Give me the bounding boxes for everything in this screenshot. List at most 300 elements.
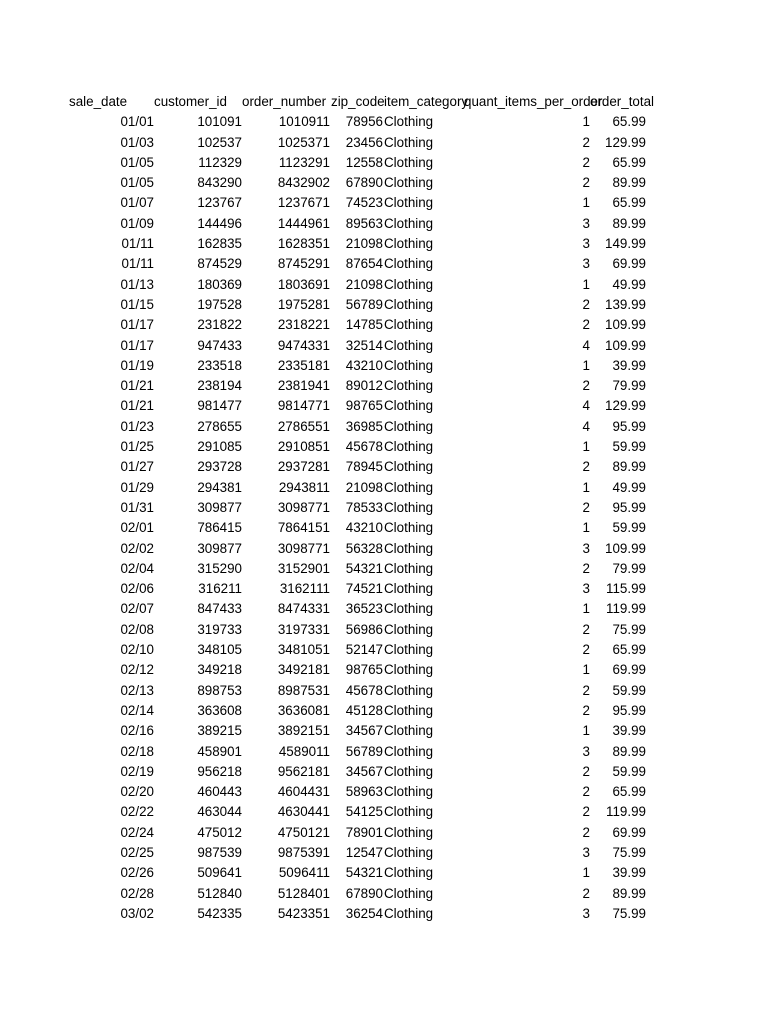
- cell-customer-id: 197528: [197, 296, 242, 312]
- cell-customer-id: 460443: [197, 784, 242, 800]
- cell-customer-id: 101091: [197, 114, 242, 130]
- table-row: [0, 762, 768, 782]
- cell-zip-code: 14785: [345, 317, 383, 333]
- table-row: [0, 275, 768, 295]
- cell-order-number: 3098771: [277, 499, 330, 515]
- cell-sale-date: 01/17: [120, 337, 154, 353]
- cell-order-total: 39.99: [612, 865, 646, 881]
- cell-order-total: 119.99: [606, 804, 646, 820]
- table-row: [0, 701, 768, 721]
- cell-customer-id: 319733: [197, 621, 242, 637]
- cell-sale-date: 01/01: [120, 114, 154, 130]
- cell-customer-id: 509641: [197, 865, 242, 881]
- cell-sale-date: 02/10: [120, 642, 154, 658]
- cell-customer-id: 947433: [197, 337, 242, 353]
- header-zip-code: zip_code: [331, 94, 385, 109]
- cell-zip-code: 78956: [345, 114, 383, 130]
- cell-customer-id: 843290: [197, 175, 242, 191]
- cell-order-number: 3197331: [277, 621, 330, 637]
- cell-order-number: 9875391: [277, 844, 330, 860]
- cell-item-category: Clothing: [384, 804, 434, 820]
- cell-sale-date: 01/05: [120, 154, 154, 170]
- cell-order-total: 79.99: [612, 378, 646, 394]
- cell-customer-id: 874529: [197, 256, 242, 272]
- cell-order-total: 139.99: [605, 296, 646, 312]
- cell-zip-code: 54321: [345, 560, 383, 576]
- cell-item-category: Clothing: [384, 601, 434, 617]
- cell-item-category: Clothing: [384, 317, 434, 333]
- cell-order-total: 129.99: [605, 398, 646, 414]
- cell-zip-code: 56789: [345, 296, 383, 312]
- cell-quantity: 2: [582, 296, 590, 312]
- cell-customer-id: 786415: [197, 520, 242, 536]
- cell-order-number: 4630441: [277, 804, 330, 820]
- cell-quantity: 2: [582, 154, 590, 170]
- cell-zip-code: 74523: [345, 195, 383, 211]
- cell-item-category: Clothing: [384, 621, 434, 637]
- cell-customer-id: 463044: [197, 804, 242, 820]
- cell-order-number: 2910851: [277, 439, 330, 455]
- cell-order-number: 8745291: [277, 256, 330, 272]
- cell-zip-code: 21098: [345, 236, 383, 252]
- cell-zip-code: 89563: [345, 215, 383, 231]
- cell-quantity: 2: [582, 317, 590, 333]
- cell-customer-id: 293728: [197, 459, 242, 475]
- cell-customer-id: 123767: [197, 195, 242, 211]
- cell-quantity: 1: [582, 195, 590, 211]
- cell-sale-date: 02/19: [120, 763, 154, 779]
- cell-sale-date: 02/22: [120, 804, 154, 820]
- cell-customer-id: 180369: [197, 276, 242, 292]
- cell-customer-id: 348105: [197, 642, 242, 658]
- cell-sale-date: 01/11: [121, 236, 154, 252]
- header-customer-id: customer_id: [154, 94, 227, 109]
- cell-zip-code: 52147: [345, 642, 383, 658]
- cell-zip-code: 78533: [345, 499, 383, 515]
- cell-order-number: 2786551: [277, 418, 330, 434]
- cell-customer-id: 847433: [197, 601, 242, 617]
- cell-order-total: 149.99: [605, 236, 646, 252]
- cell-order-number: 3492181: [277, 662, 330, 678]
- cell-item-category: Clothing: [384, 398, 434, 414]
- table-row: [0, 254, 768, 274]
- cell-customer-id: 389215: [197, 723, 242, 739]
- cell-quantity: 2: [582, 682, 590, 698]
- table-row: [0, 396, 768, 416]
- table-row: [0, 823, 768, 843]
- cell-item-category: Clothing: [384, 459, 434, 475]
- cell-order-total: 59.99: [612, 763, 646, 779]
- cell-order-number: 4750121: [277, 824, 330, 840]
- table-row: [0, 173, 768, 193]
- cell-quantity: 1: [582, 662, 590, 678]
- cell-item-category: Clothing: [384, 662, 434, 678]
- cell-sale-date: 01/31: [120, 499, 154, 515]
- cell-customer-id: 898753: [197, 682, 242, 698]
- cell-order-total: 115.99: [606, 581, 646, 597]
- table-row: [0, 498, 768, 518]
- cell-order-total: 75.99: [612, 905, 646, 921]
- cell-sale-date: 01/21: [120, 398, 154, 414]
- cell-sale-date: 02/14: [120, 702, 154, 718]
- cell-quantity: 4: [582, 418, 590, 434]
- cell-zip-code: 78945: [345, 459, 383, 475]
- cell-item-category: Clothing: [384, 905, 434, 921]
- cell-order-number: 1123291: [278, 154, 330, 170]
- cell-item-category: Clothing: [384, 357, 434, 373]
- cell-order-number: 3481051: [277, 642, 330, 658]
- cell-quantity: 2: [582, 804, 590, 820]
- cell-item-category: Clothing: [384, 256, 434, 272]
- cell-quantity: 1: [582, 357, 590, 373]
- cell-sale-date: 02/06: [120, 581, 154, 597]
- table-row: [0, 863, 768, 883]
- cell-sale-date: 01/05: [120, 175, 154, 191]
- table-row: [0, 518, 768, 538]
- cell-customer-id: 231822: [197, 317, 242, 333]
- cell-quantity: 1: [582, 276, 590, 292]
- cell-order-total: 59.99: [612, 682, 646, 698]
- cell-order-total: 75.99: [612, 621, 646, 637]
- cell-item-category: Clothing: [384, 499, 434, 515]
- cell-customer-id: 291085: [197, 439, 242, 455]
- cell-item-category: Clothing: [384, 824, 434, 840]
- cell-order-total: 49.99: [612, 276, 646, 292]
- cell-item-category: Clothing: [384, 418, 434, 434]
- cell-sale-date: 02/07: [120, 601, 154, 617]
- cell-quantity: 2: [582, 175, 590, 191]
- cell-order-number: 7864151: [277, 520, 330, 536]
- cell-order-number: 9814771: [277, 398, 330, 414]
- cell-order-total: 89.99: [612, 175, 646, 191]
- table-row: [0, 559, 768, 579]
- cell-order-number: 1237671: [277, 195, 330, 211]
- cell-order-total: 59.99: [612, 520, 646, 536]
- cell-order-number: 3892151: [277, 723, 330, 739]
- cell-quantity: 2: [582, 784, 590, 800]
- cell-order-total: 65.99: [612, 114, 646, 130]
- cell-sale-date: 01/19: [120, 357, 154, 373]
- cell-item-category: Clothing: [384, 865, 434, 881]
- cell-sale-date: 01/07: [120, 195, 154, 211]
- cell-sale-date: 01/11: [121, 256, 154, 272]
- cell-order-number: 5096411: [278, 865, 330, 881]
- cell-item-category: Clothing: [384, 702, 434, 718]
- table-row: [0, 843, 768, 863]
- cell-customer-id: 475012: [197, 824, 242, 840]
- cell-customer-id: 102537: [197, 134, 242, 150]
- cell-quantity: 3: [582, 540, 590, 556]
- cell-customer-id: 294381: [197, 479, 242, 495]
- cell-sale-date: 02/18: [120, 743, 154, 759]
- cell-order-total: 65.99: [612, 784, 646, 800]
- cell-item-category: Clothing: [384, 175, 434, 191]
- cell-order-total: 59.99: [612, 439, 646, 455]
- cell-order-number: 1025371: [277, 134, 330, 150]
- cell-order-total: 39.99: [612, 723, 646, 739]
- cell-zip-code: 45678: [345, 439, 383, 455]
- cell-customer-id: 512840: [197, 885, 242, 901]
- cell-sale-date: 01/13: [120, 276, 154, 292]
- cell-zip-code: 56789: [345, 743, 383, 759]
- cell-quantity: 1: [582, 723, 590, 739]
- cell-order-number: 3098771: [277, 540, 330, 556]
- cell-customer-id: 363608: [197, 702, 242, 718]
- cell-order-total: 69.99: [612, 824, 646, 840]
- cell-order-number: 9562181: [277, 763, 330, 779]
- cell-sale-date: 02/01: [120, 520, 154, 536]
- cell-zip-code: 45678: [345, 682, 383, 698]
- cell-sale-date: 01/21: [120, 378, 154, 394]
- cell-customer-id: 542335: [197, 905, 242, 921]
- cell-sale-date: 02/25: [120, 844, 154, 860]
- cell-zip-code: 32514: [345, 337, 383, 353]
- cell-item-category: Clothing: [384, 885, 434, 901]
- cell-sale-date: 02/12: [120, 662, 154, 678]
- cell-order-total: 65.99: [612, 154, 646, 170]
- cell-order-total: 49.99: [612, 479, 646, 495]
- cell-quantity: 1: [582, 479, 590, 495]
- cell-item-category: Clothing: [384, 560, 434, 576]
- cell-order-total: 75.99: [612, 844, 646, 860]
- cell-zip-code: 21098: [345, 479, 383, 495]
- data-table: [0, 92, 768, 924]
- table-header-row: [0, 92, 768, 112]
- cell-customer-id: 349218: [197, 662, 242, 678]
- cell-quantity: 2: [582, 459, 590, 475]
- cell-customer-id: 112329: [198, 154, 242, 170]
- cell-item-category: Clothing: [384, 276, 434, 292]
- cell-quantity: 3: [582, 581, 590, 597]
- cell-order-total: 95.99: [612, 418, 646, 434]
- cell-sale-date: 01/03: [120, 134, 154, 150]
- cell-zip-code: 34567: [345, 763, 383, 779]
- cell-quantity: 3: [582, 844, 590, 860]
- header-sale-date: sale_date: [69, 94, 128, 109]
- cell-item-category: Clothing: [384, 682, 434, 698]
- table-row: [0, 315, 768, 335]
- cell-quantity: 3: [582, 743, 590, 759]
- cell-zip-code: 36254: [345, 905, 383, 921]
- cell-item-category: Clothing: [384, 743, 434, 759]
- cell-quantity: 2: [582, 134, 590, 150]
- cell-quantity: 1: [582, 865, 590, 881]
- cell-order-total: 119.99: [606, 601, 646, 617]
- cell-quantity: 2: [582, 621, 590, 637]
- cell-zip-code: 34567: [345, 723, 383, 739]
- cell-order-number: 8987531: [277, 682, 330, 698]
- table-row: [0, 681, 768, 701]
- cell-customer-id: 981477: [197, 398, 242, 414]
- cell-zip-code: 12547: [345, 844, 383, 860]
- cell-item-category: Clothing: [384, 520, 434, 536]
- cell-sale-date: 02/26: [120, 865, 154, 881]
- cell-item-category: Clothing: [384, 215, 434, 231]
- cell-customer-id: 278655: [197, 418, 242, 434]
- cell-zip-code: 54125: [345, 804, 383, 820]
- cell-customer-id: 316211: [198, 581, 242, 597]
- cell-sale-date: 02/08: [120, 621, 154, 637]
- cell-quantity: 3: [582, 905, 590, 921]
- table-row: [0, 904, 768, 924]
- cell-item-category: Clothing: [384, 642, 434, 658]
- cell-order-number: 3162111: [279, 581, 330, 597]
- cell-order-number: 1444961: [277, 215, 330, 231]
- cell-item-category: Clothing: [384, 844, 434, 860]
- cell-zip-code: 36985: [345, 418, 383, 434]
- cell-zip-code: 45128: [345, 702, 383, 718]
- cell-order-total: 109.99: [605, 337, 646, 353]
- cell-sale-date: 02/20: [120, 784, 154, 800]
- cell-order-number: 4604431: [277, 784, 330, 800]
- cell-sale-date: 02/28: [120, 885, 154, 901]
- cell-quantity: 3: [582, 236, 590, 252]
- table-row: [0, 802, 768, 822]
- table-row: [0, 295, 768, 315]
- cell-zip-code: 98765: [345, 398, 383, 414]
- cell-sale-date: 01/25: [120, 439, 154, 455]
- cell-item-category: Clothing: [384, 296, 434, 312]
- cell-quantity: 1: [582, 439, 590, 455]
- table-row: [0, 417, 768, 437]
- cell-order-number: 1010911: [278, 114, 330, 130]
- header-order-total: order_total: [590, 94, 655, 109]
- header-quant-items-per-order: quant_items_per_order: [464, 94, 603, 109]
- cell-item-category: Clothing: [384, 439, 434, 455]
- table-row: [0, 884, 768, 904]
- cell-order-total: 39.99: [612, 357, 646, 373]
- cell-quantity: 1: [582, 520, 590, 536]
- cell-customer-id: 309877: [197, 499, 242, 515]
- cell-quantity: 1: [582, 601, 590, 617]
- cell-order-number: 1628351: [277, 236, 330, 252]
- cell-quantity: 2: [582, 642, 590, 658]
- cell-customer-id: 144496: [197, 215, 242, 231]
- cell-quantity: 1: [582, 114, 590, 130]
- cell-order-number: 2318221: [277, 317, 330, 333]
- cell-quantity: 4: [582, 337, 590, 353]
- cell-zip-code: 58963: [345, 784, 383, 800]
- cell-zip-code: 98765: [345, 662, 383, 678]
- cell-order-number: 5128401: [277, 885, 330, 901]
- cell-sale-date: 02/13: [120, 682, 154, 698]
- cell-order-number: 1803691: [277, 276, 330, 292]
- cell-sale-date: 01/15: [120, 296, 154, 312]
- cell-zip-code: 36523: [345, 601, 383, 617]
- cell-zip-code: 87654: [345, 256, 383, 272]
- cell-order-number: 9474331: [277, 337, 330, 353]
- cell-order-number: 2943811: [278, 479, 330, 495]
- cell-order-total: 89.99: [612, 215, 646, 231]
- table-body: [0, 112, 768, 924]
- table-row: [0, 579, 768, 599]
- cell-sale-date: 01/23: [120, 418, 154, 434]
- cell-customer-id: 309877: [197, 540, 242, 556]
- cell-order-total: 89.99: [612, 743, 646, 759]
- cell-order-total: 89.99: [612, 885, 646, 901]
- cell-zip-code: 56328: [345, 540, 383, 556]
- cell-zip-code: 12558: [345, 154, 383, 170]
- cell-zip-code: 74521: [345, 581, 383, 597]
- cell-order-total: 109.99: [605, 540, 646, 556]
- cell-item-category: Clothing: [384, 134, 434, 150]
- cell-customer-id: 315290: [197, 560, 242, 576]
- cell-item-category: Clothing: [384, 723, 434, 739]
- table-row: [0, 234, 768, 254]
- cell-item-category: Clothing: [384, 195, 434, 211]
- cell-order-number: 2381941: [277, 378, 330, 394]
- cell-order-total: 129.99: [605, 134, 646, 150]
- cell-order-total: 79.99: [612, 560, 646, 576]
- cell-order-number: 8474331: [277, 601, 330, 617]
- table-row: [0, 478, 768, 498]
- table-row: [0, 356, 768, 376]
- cell-customer-id: 233518: [197, 357, 242, 373]
- cell-item-category: Clothing: [384, 236, 434, 252]
- cell-zip-code: 67890: [345, 885, 383, 901]
- cell-customer-id: 238194: [197, 378, 242, 394]
- cell-zip-code: 78901: [345, 824, 383, 840]
- cell-zip-code: 56986: [345, 621, 383, 637]
- cell-item-category: Clothing: [384, 763, 434, 779]
- table-row: [0, 599, 768, 619]
- cell-sale-date: 01/29: [120, 479, 154, 495]
- cell-item-category: Clothing: [384, 784, 434, 800]
- cell-customer-id: 987539: [197, 844, 242, 860]
- table-row: [0, 376, 768, 396]
- cell-order-number: 4589011: [278, 743, 330, 759]
- cell-quantity: 2: [582, 702, 590, 718]
- table-row: [0, 193, 768, 213]
- cell-item-category: Clothing: [384, 337, 434, 353]
- table-row: [0, 782, 768, 802]
- cell-zip-code: 54321: [345, 865, 383, 881]
- cell-zip-code: 43210: [345, 357, 383, 373]
- cell-order-total: 65.99: [612, 195, 646, 211]
- cell-quantity: 2: [582, 560, 590, 576]
- cell-sale-date: 02/02: [120, 540, 154, 556]
- cell-sale-date: 01/27: [120, 459, 154, 475]
- cell-quantity: 2: [582, 885, 590, 901]
- cell-item-category: Clothing: [384, 114, 434, 130]
- table-row: [0, 640, 768, 660]
- cell-order-number: 1975281: [277, 296, 330, 312]
- cell-order-total: 95.99: [612, 702, 646, 718]
- cell-sale-date: 01/09: [120, 215, 154, 231]
- cell-quantity: 3: [582, 256, 590, 272]
- cell-order-number: 3636081: [277, 702, 330, 718]
- table-row: [0, 336, 768, 356]
- cell-order-total: 95.99: [612, 499, 646, 515]
- cell-order-number: 5423351: [277, 905, 330, 921]
- table-row: [0, 457, 768, 477]
- cell-order-number: 2335181: [277, 357, 330, 373]
- cell-item-category: Clothing: [384, 378, 434, 394]
- cell-item-category: Clothing: [384, 479, 434, 495]
- table-row: [0, 214, 768, 234]
- cell-quantity: 2: [582, 763, 590, 779]
- cell-zip-code: 67890: [345, 175, 383, 191]
- cell-zip-code: 43210: [345, 520, 383, 536]
- cell-quantity: 2: [582, 499, 590, 515]
- cell-customer-id: 956218: [197, 763, 242, 779]
- cell-zip-code: 89012: [345, 378, 383, 394]
- cell-zip-code: 21098: [345, 276, 383, 292]
- cell-quantity: 2: [582, 378, 590, 394]
- cell-item-category: Clothing: [384, 540, 434, 556]
- cell-quantity: 2: [582, 824, 590, 840]
- cell-customer-id: 458901: [197, 743, 242, 759]
